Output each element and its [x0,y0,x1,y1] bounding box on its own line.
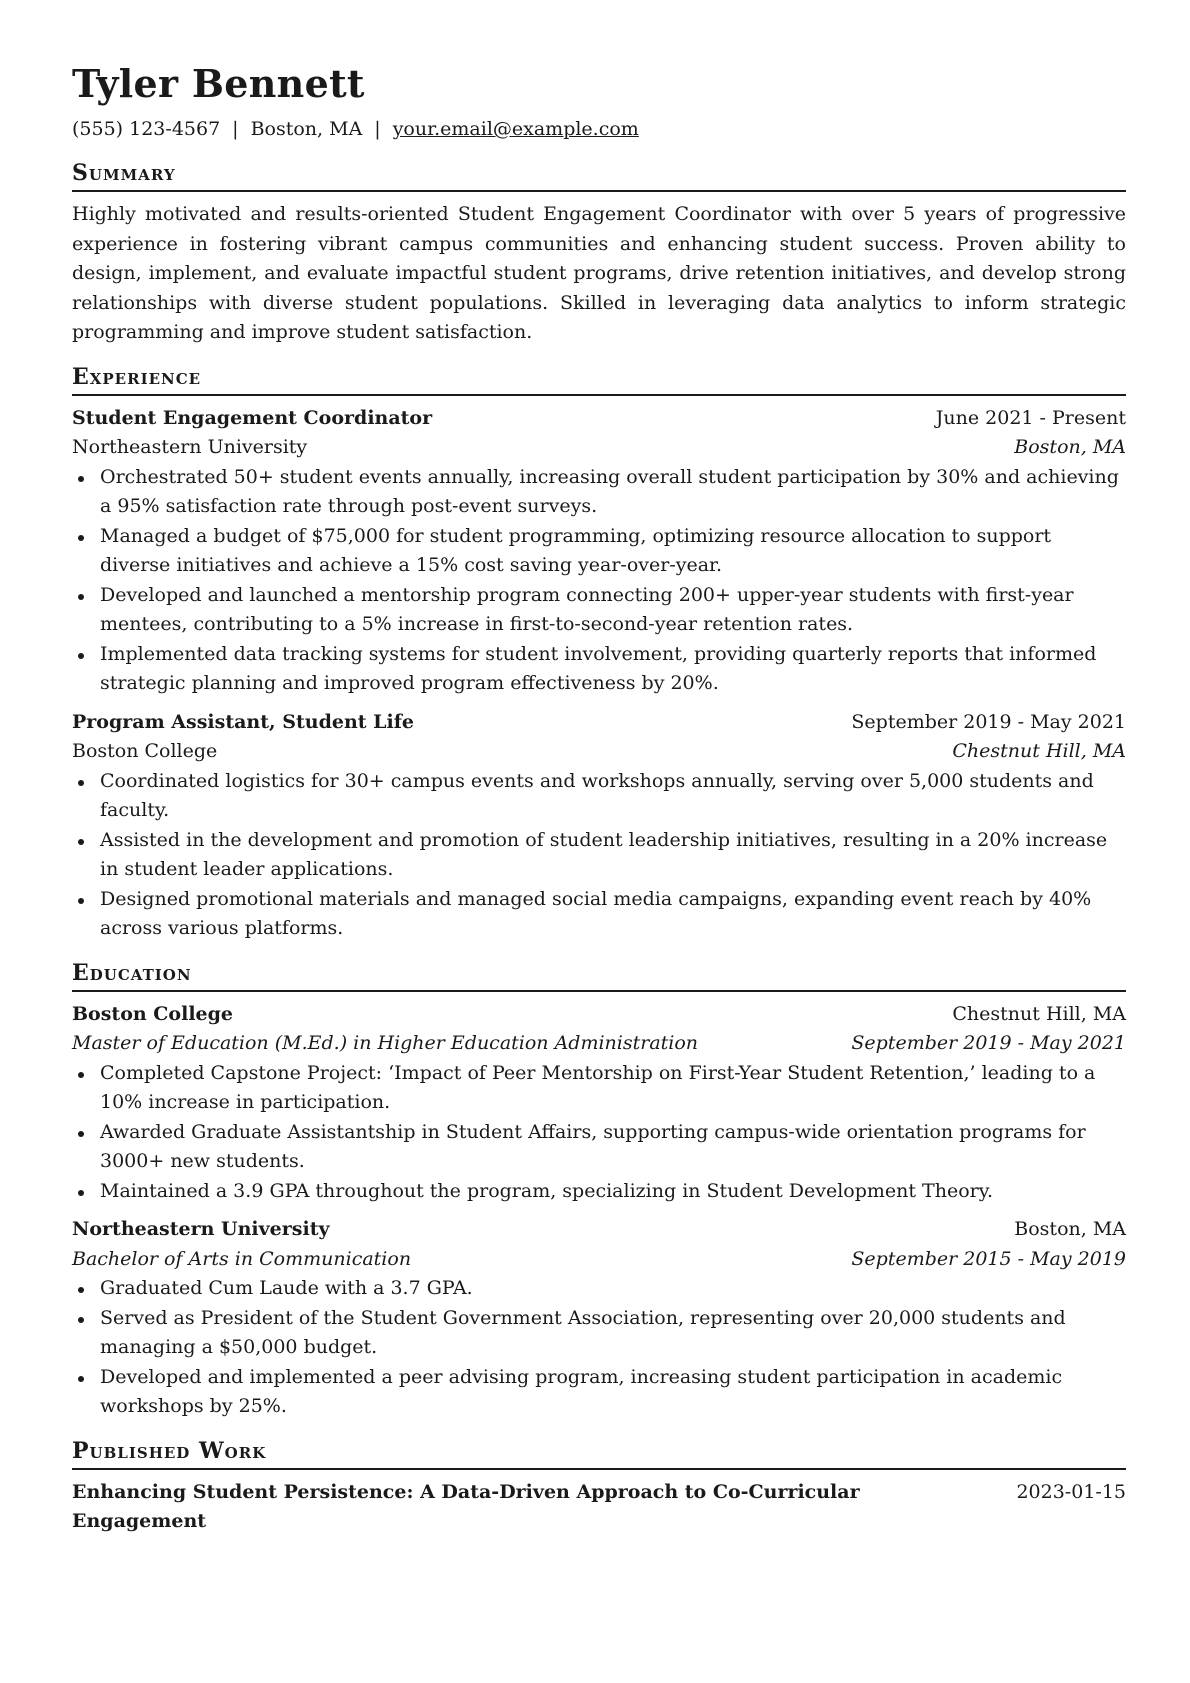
bullet-icon [78,1072,84,1078]
experience-entry [72,708,1126,944]
bullet-icon [78,1287,84,1293]
bullet-item [100,522,1126,581]
section-heading-summary: Summary [72,158,1126,192]
school-name: Northeastern University [72,1218,330,1240]
phone: (555) 123-4567 [72,118,221,140]
bullet-text: Orchestrated 50+ student events annually, increasing overall student participation by 30% and achieving a 95% satisfaction rate through post-event surveys. [100,465,1119,517]
job-bullets [72,463,1126,699]
contact-line [72,114,1126,144]
bullet-item [100,581,1126,640]
bullet-icon [78,898,84,904]
job-dates: September 2019 - May 2021 [851,710,1126,733]
bullet-text: Developed and launched a mentorship program connecting 200+ upper-year students with first-year mentees, contributing to a 5% increase in first-to-second-year retention rates. [100,583,1074,635]
education-bullets [72,1274,1126,1422]
section-heading-published-work: Published Work [72,1436,1126,1470]
bullet-item [100,885,1126,944]
bullet-icon [78,1376,84,1382]
bullet-icon [78,1131,84,1137]
bullet-item [100,1304,1126,1363]
bullet-icon [78,780,84,786]
job-location: Chestnut Hill, MA [952,740,1126,762]
job-organization: Boston College [72,740,218,762]
degree: Master of Education (M.Ed.) in Higher Education Administration [72,1032,699,1054]
bullet-icon [78,1190,84,1196]
school-name: Boston College [72,1002,233,1025]
separator: | [374,118,381,140]
education-dates: September 2019 - May 2021 [851,1032,1126,1054]
school-location: Chestnut Hill, MA [952,1002,1126,1025]
location: Boston, MA [250,118,363,140]
job-organization: Northeastern University [72,436,308,458]
candidate-name: Tyler Bennett [72,61,365,106]
experience-section [72,362,1126,944]
bullet-icon [78,1317,84,1323]
education-entry [72,1000,1126,1207]
education-bullets [72,1059,1126,1207]
bullet-icon [78,594,84,600]
bullet-item [100,767,1126,826]
school-location: Boston, MA [1014,1218,1126,1240]
bullet-item [100,1363,1126,1422]
bullet-text: Developed and implemented a peer advising program, increasing student participation in academic workshops by 25%. [100,1365,1063,1417]
bullet-item [100,463,1126,522]
section-heading-education: Education [72,958,1126,992]
bullet-icon [78,653,84,659]
resume-page [72,58,1126,1537]
bullet-text: Completed Capstone Project: ‘Impact of Peer Mentorship on First-Year Student Retention,’ leading to a 10% increase in participation. [100,1061,1096,1113]
publication-date: 2023-01-15 [1016,1480,1126,1503]
summary-section [72,158,1126,348]
bullet-item [100,1177,1126,1207]
job-title: Student Engagement Coordinator [72,406,433,429]
bullet-icon [78,839,84,845]
publication-title: Enhancing Student Persistence: A Data-Driven Approach to Co-Curricular Engagement [72,1480,860,1532]
bullet-text: Awarded Graduate Assistantship in Student Affairs, supporting campus-wide orientation programs for 3000+ new students. [100,1120,1086,1172]
bullet-text: Served as President of the Student Government Association, representing over 20,000 students and managing a $50,000 budget. [100,1306,1066,1358]
job-bullets [72,767,1126,944]
bullet-text: Designed promotional materials and managed social media campaigns, expanding event reach by 40% across various platforms. [100,887,1092,939]
separator: | [232,118,239,140]
bullet-item [100,826,1126,885]
bullet-item [100,640,1126,699]
job-title: Program Assistant, Student Life [72,710,414,733]
bullet-item [100,1059,1126,1118]
education-entry [72,1215,1126,1422]
job-dates: June 2021 - Present [935,406,1126,429]
bullet-text: Coordinated logistics for 30+ campus events and workshops annually, serving over 5,000 students and faculty. [100,769,1094,821]
education-dates: September 2015 - May 2019 [851,1247,1126,1270]
job-location: Boston, MA [1014,436,1126,458]
bullet-item [100,1274,1126,1304]
bullet-text: Maintained a 3.9 GPA throughout the program, specializing in Student Development Theory. [100,1179,993,1202]
bullet-text: Assisted in the development and promotion of student leadership initiatives, resulting in a 20% increase in student leader applications. [100,828,1108,880]
degree: Bachelor of Arts in Communication [72,1247,412,1270]
bullet-icon [78,535,84,541]
bullet-text: Managed a budget of $75,000 for student programming, optimizing resource allocation to support diverse initiatives and achieve a 15% cost saving year-over-year. [100,524,1052,576]
published-work-section [72,1436,1126,1537]
bullet-item [100,1118,1126,1177]
email-link[interactable]: your.email@example.com [392,118,639,140]
education-section [72,958,1126,1422]
bullet-text: Graduated Cum Laude with a 3.7 GPA. [100,1277,473,1299]
bullet-icon [78,476,84,482]
bullet-text: Implemented data tracking systems for student involvement, providing quarterly reports that informed strategic planning and improved program effectiveness by 20%. [100,642,1097,694]
section-heading-experience: Experience [72,362,1126,396]
publication-entry [72,1478,1126,1537]
experience-entry [72,404,1126,699]
summary-text: Highly motivated and results-oriented Student Engagement Coordinator with over 5 years of progressive experience in fostering vibrant campus communities and enhancing student success. Proven ability to design, implement, and evaluate impactful student programs, drive retention initiatives, and develop strong relationships with diverse student populations. Skilled in leveraging data analytics to inform strategic programming and improve student satisfaction. [72,203,1126,343]
